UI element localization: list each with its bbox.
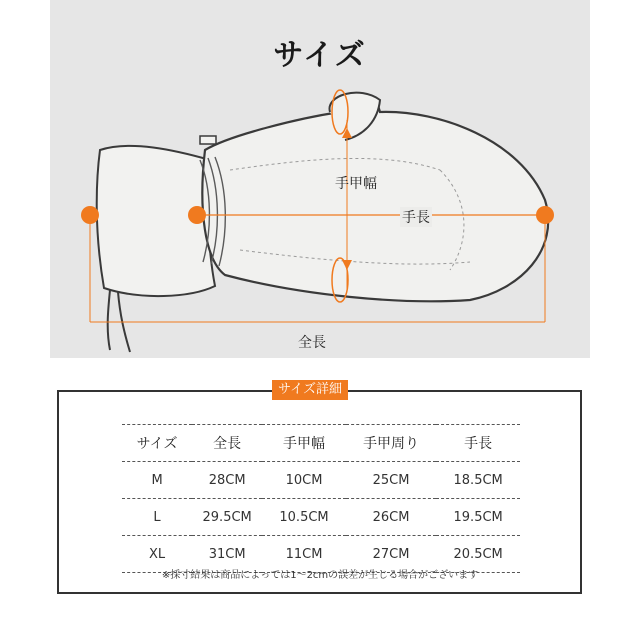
cell-back-width: 10CM bbox=[262, 462, 346, 499]
measure-point-wrist-icon bbox=[188, 206, 206, 224]
measure-point-left-icon bbox=[81, 206, 99, 224]
cell-total-length: 29.5CM bbox=[192, 499, 262, 536]
cell-size: XL bbox=[122, 536, 192, 573]
cell-size: L bbox=[122, 499, 192, 536]
header-hand-length: 手長 bbox=[436, 425, 520, 462]
header-total-length: 全長 bbox=[192, 425, 262, 462]
table-row bbox=[122, 462, 520, 499]
cell-total-length: 28CM bbox=[192, 462, 262, 499]
size-table bbox=[122, 424, 520, 573]
size-detail-badge: サイズ詳細 bbox=[272, 380, 348, 400]
label-back-width: 手甲幅 bbox=[335, 176, 377, 192]
page-title: サイズ bbox=[273, 38, 367, 73]
label-total-length: 全長 bbox=[298, 335, 326, 351]
cell-back-circumference: 27CM bbox=[346, 536, 436, 573]
table-row bbox=[122, 499, 520, 536]
cell-total-length: 31CM bbox=[192, 536, 262, 573]
table-header-row bbox=[122, 425, 520, 462]
cell-back-circumference: 26CM bbox=[346, 499, 436, 536]
header-back-circumference: 手甲周り bbox=[346, 425, 436, 462]
cell-back-width: 10.5CM bbox=[262, 499, 346, 536]
mitten-body-outline bbox=[202, 97, 548, 302]
cell-size: M bbox=[122, 462, 192, 499]
drawstring bbox=[108, 290, 130, 352]
cell-back-circumference: 25CM bbox=[346, 462, 436, 499]
header-back-width: 手甲幅 bbox=[262, 425, 346, 462]
cell-hand-length: 18.5CM bbox=[436, 462, 520, 499]
label-hand-length: 手長 bbox=[400, 207, 432, 227]
hanging-tab bbox=[200, 136, 216, 144]
measurement-note: ※採寸結果は商品によっては1～2cmの誤差が生じる場合がございます bbox=[161, 570, 479, 581]
cell-hand-length: 20.5CM bbox=[436, 536, 520, 573]
cell-hand-length: 19.5CM bbox=[436, 499, 520, 536]
measure-point-tip-icon bbox=[536, 206, 554, 224]
cell-back-width: 11CM bbox=[262, 536, 346, 573]
header-size: サイズ bbox=[122, 425, 192, 462]
